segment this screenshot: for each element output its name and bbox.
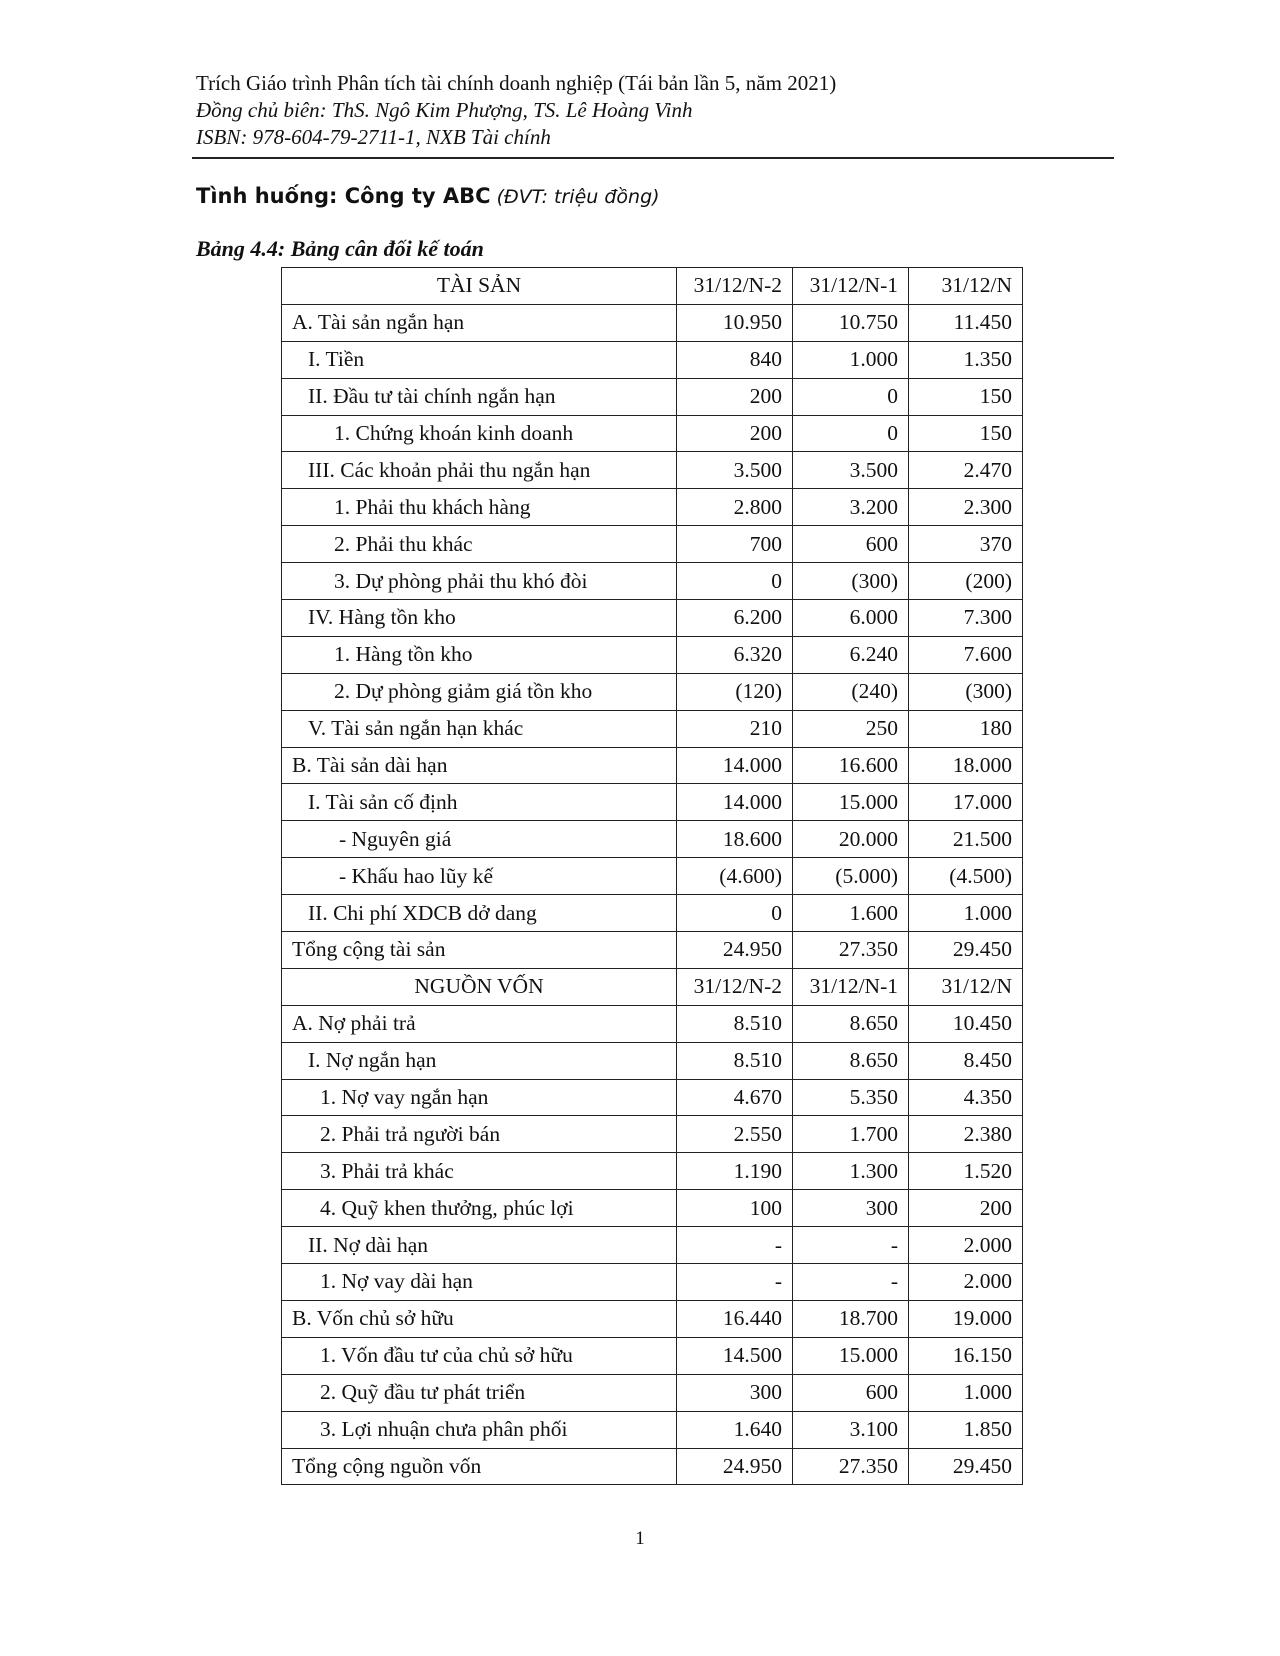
row-label: Tổng cộng nguồn vốn bbox=[282, 1448, 677, 1485]
cell-value: 11.450 bbox=[909, 304, 1023, 341]
row-label: 2. Phải thu khác bbox=[282, 526, 677, 563]
cell-value: 1.600 bbox=[793, 895, 909, 932]
row-label: 1. Chứng khoán kinh doanh bbox=[282, 415, 677, 452]
cell-value: 150 bbox=[909, 378, 1023, 415]
column-header: 31/12/N bbox=[909, 268, 1023, 305]
cell-value: 2.550 bbox=[677, 1116, 793, 1153]
table-row bbox=[282, 1153, 1023, 1190]
row-label: 1. Hàng tồn kho bbox=[282, 636, 677, 673]
cell-value: (4.500) bbox=[909, 858, 1023, 895]
cell-value: 16.600 bbox=[793, 747, 909, 784]
cell-value: 2.300 bbox=[909, 489, 1023, 526]
row-label: I. Nợ ngắn hạn bbox=[282, 1042, 677, 1079]
cell-value: 24.950 bbox=[677, 1448, 793, 1485]
cell-value: 1.520 bbox=[909, 1153, 1023, 1190]
cell-value: - bbox=[677, 1264, 793, 1301]
cell-value: 3.200 bbox=[793, 489, 909, 526]
case-unit: (ĐVT: triệu đồng) bbox=[496, 186, 660, 208]
cell-value: 8.510 bbox=[677, 1005, 793, 1042]
cell-value: 4.670 bbox=[677, 1079, 793, 1116]
table-row bbox=[282, 563, 1023, 600]
table-row bbox=[282, 1116, 1023, 1153]
cell-value: (300) bbox=[793, 563, 909, 600]
row-label: 3. Lợi nhuận chưa phân phối bbox=[282, 1411, 677, 1448]
cell-value: 14.000 bbox=[677, 784, 793, 821]
table-row bbox=[282, 1411, 1023, 1448]
row-label: III. Các khoản phải thu ngắn hạn bbox=[282, 452, 677, 489]
cell-value: 20.000 bbox=[793, 821, 909, 858]
row-label: 3. Phải trả khác bbox=[282, 1153, 677, 1190]
header-isbn: ISBN: 978-604-79-2711-1, NXB Tài chính bbox=[196, 125, 551, 149]
cell-value: 200 bbox=[677, 415, 793, 452]
row-label: V. Tài sản ngắn hạn khác bbox=[282, 710, 677, 747]
cell-value: 19.000 bbox=[909, 1300, 1023, 1337]
balance-sheet-table bbox=[281, 267, 1023, 1485]
cell-value: (240) bbox=[793, 673, 909, 710]
cell-value: 3.100 bbox=[793, 1411, 909, 1448]
table-row bbox=[282, 452, 1023, 489]
cell-value: 210 bbox=[677, 710, 793, 747]
cell-value: 180 bbox=[909, 710, 1023, 747]
row-label: 1. Phải thu khách hàng bbox=[282, 489, 677, 526]
row-label: A. Tài sản ngắn hạn bbox=[282, 304, 677, 341]
cell-value: 2.800 bbox=[677, 489, 793, 526]
cell-value: 7.300 bbox=[909, 600, 1023, 637]
page-header bbox=[196, 70, 1116, 151]
cell-value: 18.600 bbox=[677, 821, 793, 858]
cell-value: 2.470 bbox=[909, 452, 1023, 489]
sources-header-row bbox=[282, 968, 1023, 1005]
table-row bbox=[282, 784, 1023, 821]
cell-value: 1.000 bbox=[909, 1374, 1023, 1411]
row-label: 4. Quỹ khen thưởng, phúc lợi bbox=[282, 1190, 677, 1227]
case-heading bbox=[196, 183, 660, 210]
row-label: I. Tiền bbox=[282, 341, 677, 378]
header-book-title: Trích Giáo trình Phân tích tài chính doanh nghiệp (Tái bản lần 5, năm 2021) bbox=[196, 71, 837, 95]
cell-value: 0 bbox=[793, 378, 909, 415]
cell-value: - bbox=[793, 1264, 909, 1301]
table-row bbox=[282, 1337, 1023, 1374]
cell-value: (120) bbox=[677, 673, 793, 710]
table-row bbox=[282, 1264, 1023, 1301]
cell-value: 1.640 bbox=[677, 1411, 793, 1448]
cell-value: 840 bbox=[677, 341, 793, 378]
cell-value: 10.950 bbox=[677, 304, 793, 341]
table-row bbox=[282, 341, 1023, 378]
cell-value: 300 bbox=[793, 1190, 909, 1227]
cell-value: 2.000 bbox=[909, 1227, 1023, 1264]
cell-value: 15.000 bbox=[793, 784, 909, 821]
row-label: II. Chi phí XDCB dở dang bbox=[282, 895, 677, 932]
cell-value: 2.000 bbox=[909, 1264, 1023, 1301]
total-sources-row bbox=[282, 1448, 1023, 1485]
case-title: Tình huống: Công ty ABC bbox=[196, 184, 491, 208]
table-row bbox=[282, 636, 1023, 673]
row-label: 2. Phải trả người bán bbox=[282, 1116, 677, 1153]
cell-value: 0 bbox=[677, 563, 793, 600]
cell-value: 300 bbox=[677, 1374, 793, 1411]
table-row bbox=[282, 1300, 1023, 1337]
assets-header-row bbox=[282, 268, 1023, 305]
row-label: I. Tài sản cố định bbox=[282, 784, 677, 821]
cell-value: 16.440 bbox=[677, 1300, 793, 1337]
cell-value: 1.190 bbox=[677, 1153, 793, 1190]
cell-value: 1.850 bbox=[909, 1411, 1023, 1448]
cell-value: 27.350 bbox=[793, 1448, 909, 1485]
table-row bbox=[282, 378, 1023, 415]
cell-value: 18.700 bbox=[793, 1300, 909, 1337]
table-row bbox=[282, 895, 1023, 932]
row-label: - Nguyên giá bbox=[282, 821, 677, 858]
row-label: B. Vốn chủ sở hữu bbox=[282, 1300, 677, 1337]
column-header: 31/12/N bbox=[909, 968, 1023, 1005]
cell-value: (300) bbox=[909, 673, 1023, 710]
row-label: IV. Hàng tồn kho bbox=[282, 600, 677, 637]
column-header: NGUỒN VỐN bbox=[282, 968, 677, 1005]
row-label: 2. Dự phòng giảm giá tồn kho bbox=[282, 673, 677, 710]
table-row bbox=[282, 747, 1023, 784]
cell-value: 8.450 bbox=[909, 1042, 1023, 1079]
cell-value: 1.300 bbox=[793, 1153, 909, 1190]
cell-value: 200 bbox=[909, 1190, 1023, 1227]
cell-value: 24.950 bbox=[677, 932, 793, 969]
cell-value: 1.000 bbox=[793, 341, 909, 378]
cell-value: 27.350 bbox=[793, 932, 909, 969]
row-label: II. Đầu tư tài chính ngắn hạn bbox=[282, 378, 677, 415]
cell-value: 150 bbox=[909, 415, 1023, 452]
cell-value: 4.350 bbox=[909, 1079, 1023, 1116]
column-header: 31/12/N-1 bbox=[793, 968, 909, 1005]
row-label: II. Nợ dài hạn bbox=[282, 1227, 677, 1264]
cell-value: 16.150 bbox=[909, 1337, 1023, 1374]
column-header: TÀI SẢN bbox=[282, 268, 677, 305]
table-row bbox=[282, 1227, 1023, 1264]
cell-value: 14.500 bbox=[677, 1337, 793, 1374]
cell-value: 14.000 bbox=[677, 747, 793, 784]
cell-value: 6.320 bbox=[677, 636, 793, 673]
cell-value: 1.350 bbox=[909, 341, 1023, 378]
total-assets-row bbox=[282, 932, 1023, 969]
table-row bbox=[282, 489, 1023, 526]
cell-value: 250 bbox=[793, 710, 909, 747]
cell-value: 0 bbox=[793, 415, 909, 452]
cell-value: 17.000 bbox=[909, 784, 1023, 821]
cell-value: 600 bbox=[793, 526, 909, 563]
table-row bbox=[282, 304, 1023, 341]
cell-value: 21.500 bbox=[909, 821, 1023, 858]
column-header: 31/12/N-1 bbox=[793, 268, 909, 305]
table-row bbox=[282, 1190, 1023, 1227]
table-row bbox=[282, 1042, 1023, 1079]
row-label: - Khấu hao lũy kế bbox=[282, 858, 677, 895]
header-divider bbox=[192, 157, 1114, 159]
row-label: 3. Dự phòng phải thu khó đòi bbox=[282, 563, 677, 600]
cell-value: (5.000) bbox=[793, 858, 909, 895]
cell-value: 8.650 bbox=[793, 1005, 909, 1042]
cell-value: - bbox=[677, 1227, 793, 1264]
cell-value: 200 bbox=[677, 378, 793, 415]
row-label: 1. Nợ vay dài hạn bbox=[282, 1264, 677, 1301]
table-row bbox=[282, 710, 1023, 747]
table-row bbox=[282, 1374, 1023, 1411]
row-label: 2. Quỹ đầu tư phát triển bbox=[282, 1374, 677, 1411]
cell-value: 1.000 bbox=[909, 895, 1023, 932]
cell-value: 3.500 bbox=[793, 452, 909, 489]
cell-value: 6.000 bbox=[793, 600, 909, 637]
cell-value: 7.600 bbox=[909, 636, 1023, 673]
cell-value: 700 bbox=[677, 526, 793, 563]
cell-value: 8.650 bbox=[793, 1042, 909, 1079]
table-row bbox=[282, 526, 1023, 563]
header-editors: Đồng chủ biên: ThS. Ngô Kim Phượng, TS. Lê Hoàng Vinh bbox=[196, 98, 693, 122]
column-header: 31/12/N-2 bbox=[677, 968, 793, 1005]
cell-value: 100 bbox=[677, 1190, 793, 1227]
row-label: 1. Nợ vay ngắn hạn bbox=[282, 1079, 677, 1116]
row-label: A. Nợ phải trả bbox=[282, 1005, 677, 1042]
cell-value: 5.350 bbox=[793, 1079, 909, 1116]
row-label: 1. Vốn đầu tư của chủ sở hữu bbox=[282, 1337, 677, 1374]
cell-value: 2.380 bbox=[909, 1116, 1023, 1153]
cell-value: 600 bbox=[793, 1374, 909, 1411]
cell-value: 370 bbox=[909, 526, 1023, 563]
cell-value: 8.510 bbox=[677, 1042, 793, 1079]
table-row bbox=[282, 1005, 1023, 1042]
cell-value: 10.750 bbox=[793, 304, 909, 341]
column-header: 31/12/N-2 bbox=[677, 268, 793, 305]
table-row bbox=[282, 600, 1023, 637]
cell-value: 10.450 bbox=[909, 1005, 1023, 1042]
cell-value: - bbox=[793, 1227, 909, 1264]
cell-value: 3.500 bbox=[677, 452, 793, 489]
row-label: B. Tài sản dài hạn bbox=[282, 747, 677, 784]
cell-value: 0 bbox=[677, 895, 793, 932]
cell-value: 6.240 bbox=[793, 636, 909, 673]
table-caption: Bảng 4.4: Bảng cân đối kế toán bbox=[196, 236, 484, 261]
table-row bbox=[282, 858, 1023, 895]
cell-value: (200) bbox=[909, 563, 1023, 600]
cell-value: 15.000 bbox=[793, 1337, 909, 1374]
table-row bbox=[282, 1079, 1023, 1116]
cell-value: (4.600) bbox=[677, 858, 793, 895]
page-number: 1 bbox=[635, 1528, 645, 1549]
table-row bbox=[282, 415, 1023, 452]
cell-value: 18.000 bbox=[909, 747, 1023, 784]
cell-value: 6.200 bbox=[677, 600, 793, 637]
cell-value: 29.450 bbox=[909, 1448, 1023, 1485]
table-row bbox=[282, 673, 1023, 710]
table-row bbox=[282, 821, 1023, 858]
row-label: Tổng cộng tài sản bbox=[282, 932, 677, 969]
cell-value: 29.450 bbox=[909, 932, 1023, 969]
cell-value: 1.700 bbox=[793, 1116, 909, 1153]
